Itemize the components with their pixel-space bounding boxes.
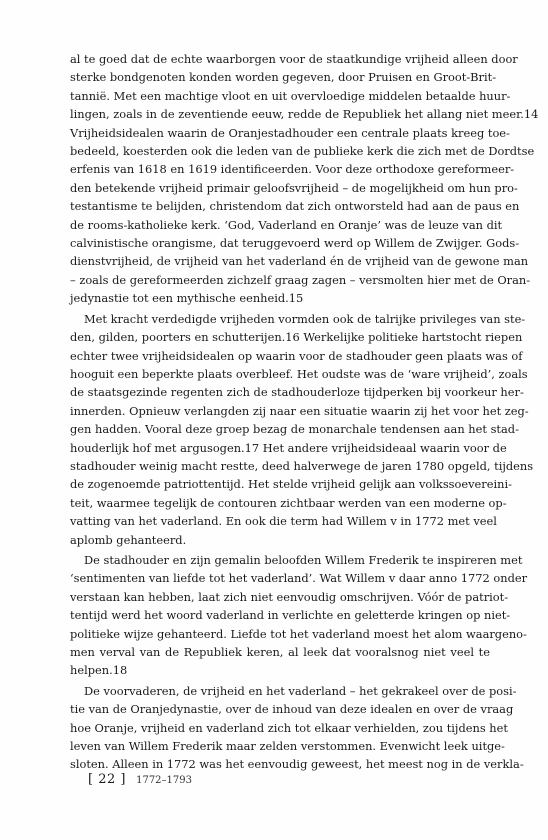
text-line: – zoals de gereformeerden zichzelf graag zagen – versmolten hier met de Oran- [70, 272, 531, 287]
text-line: ‘sentimenten van liefde tot het vaderland’. Wat Willem v daar anno 1772 onder [70, 571, 528, 586]
paragraph [70, 50, 539, 308]
text-line: echter twee vrijheidsidealen op waarin voor de stadhouder geen plaats was of [70, 348, 523, 363]
text-line: sloten. Alleen in 1772 was het eenvoudig geweest, het meest nog in de verkla- [70, 757, 524, 772]
text-line: teit, waarmee tegelijk de contouren zichtbaar werden van een moderne op- [70, 495, 507, 510]
text-line: sterke bondgenoten konden worden gegeven, door Pruisen en Groot-Brit- [70, 70, 497, 85]
text-line: de rooms-katholieke kerk. ‘God, Vaderland en Oranje’ was de leuze van dit [70, 217, 503, 232]
text-line: den, gilden, poorters en schutterijen.16 Werkelijke politieke hartstocht riepen [70, 330, 523, 345]
text-line: houderlijk hof met argusogen.17 Het andere vrijheidsideaal waarin voor de [70, 440, 507, 455]
text-line: bedeeld, koesterden ook die leden van de publieke kerk die zich met de Dordtse [70, 144, 535, 159]
text-line: tentijd werd het woord vaderland in verlichte en geletterde kringen op niet- [70, 608, 511, 623]
text-line: Met kracht verdedigde vrijheden vormden ook de talrijke privileges van ste- [84, 311, 526, 326]
text-line: den betekende vrijheid primair geloofsvrijheid – de mogelijkheid om hun pro- [70, 180, 518, 195]
text-line: jedynastie tot een mythische eenheid.15 [70, 291, 304, 306]
text-line: innerden. Opnieuw verlangden zij naar een situatie waarin zij het voor het zeg- [70, 403, 529, 418]
text-line: helpen.18 [70, 663, 128, 678]
text-line: men verval van de Republiek keren, al leek dat vooralsnog niet veel te [70, 645, 490, 659]
paragraph [70, 310, 534, 549]
page-number: [ 22 ] [88, 772, 126, 787]
text-line: politieke wijze gehanteerd. Liefde tot het vaderland moest het alom waargeno- [70, 626, 527, 641]
text-line: hooguit een beperkte plaats overbleef. Het oudste was de ‘ware vrijheid’, zoals [70, 366, 528, 381]
text-line: de staatsgezinde regenten zich de stadhouderloze tijdperken bij voorkeur her- [70, 385, 524, 400]
text-line: erfenis van 1618 en 1619 identificeerden. Voor deze orthodoxe gereformeer- [70, 162, 515, 177]
page-footer [88, 772, 192, 787]
paragraph [70, 551, 528, 680]
text-line: Vrijheidsidealen waarin de Oranjestadhouder een centrale plaats kreeg toe- [70, 125, 510, 140]
text-line: gen hadden. Vooral deze groep bezag de monarchale tendensen aan het stad- [70, 422, 519, 437]
text-line: hoe Oranje, vrijheid en vaderland zich tot elkaar verhielden, zou tijdens het [70, 720, 508, 735]
paragraph [70, 682, 524, 774]
text-line: De stadhouder en zijn gemalin beloofden Willem Frederik te inspireren met [84, 552, 523, 567]
text-line: testantisme te belijden, christendom dat zich ontworsteld had aan de paus en [70, 199, 520, 214]
text-line: stadhouder weinig macht restte, deed halverwege de jaren 1780 opgeld, tijdens [70, 458, 534, 473]
text-line: tannië. Met een machtige vloot en uit overvloedige middelen betaalde huur- [70, 88, 511, 103]
text-line: dienstvrijheid, de vrijheid van het vaderland én de vrijheid van de gewone man [70, 254, 529, 269]
text-line: de zogenoemde patriottentijd. Het stelde vrijheid gelijk aan volkssoevereini- [70, 477, 512, 492]
text-line: leven van Willem Frederik maar zelden verstommen. Evenwicht leek uitge- [70, 739, 505, 754]
text-line: vatting van het vaderland. En ook die term had Willem v in 1772 met veel [70, 514, 497, 529]
body-text [70, 50, 539, 774]
text-line: De voorvaderen, de vrijheid en het vaderland – het gekrakeel over de posi- [84, 683, 517, 698]
text-line: calvinistische orangisme, dat teruggevoerd werd op Willem de Zwijger. Gods- [70, 236, 520, 251]
running-section-title: 1772–1793 [136, 775, 192, 786]
text-line: verstaan kan hebben, laat zich niet eenvoudig omschrijven. Vóór de patriot- [70, 589, 509, 604]
text-line: tie van de Oranjedynastie, over de inhoud van deze idealen en over de vraag [70, 702, 514, 717]
text-line: al te goed dat de echte waarborgen voor de staatkundige vrijheid alleen door [70, 52, 518, 66]
text-line: lingen, zoals in de zeventiende eeuw, redde de Republiek het allang niet meer.14 [70, 107, 539, 122]
text-line: aplomb gehanteerd. [70, 532, 187, 547]
